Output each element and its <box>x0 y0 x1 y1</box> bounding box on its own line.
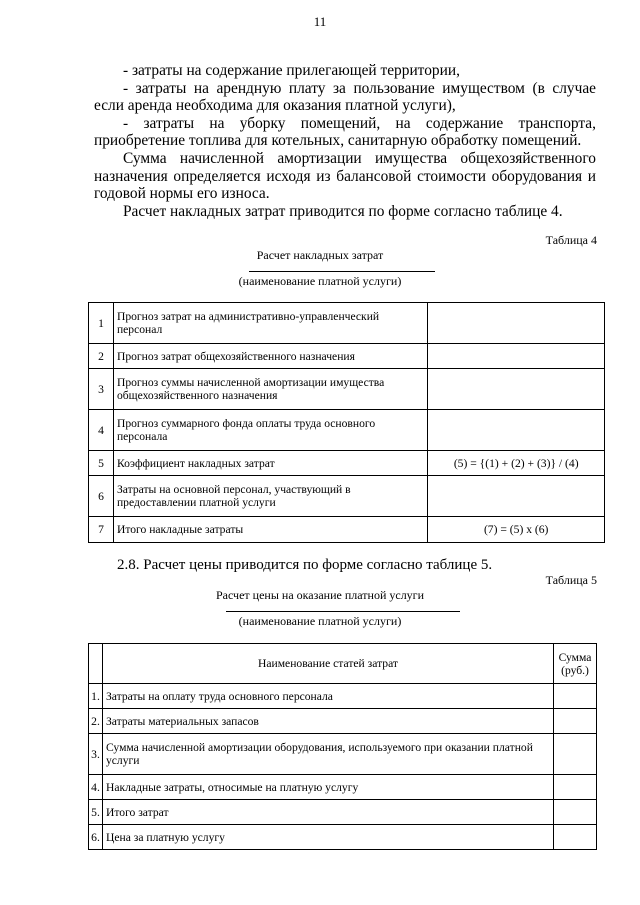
row-name: Цена за платную услугу <box>102 825 553 850</box>
table4-subtitle: (наименование платной услуги) <box>238 274 402 288</box>
table-header-row <box>89 644 597 684</box>
row-number: 4. <box>89 775 103 800</box>
header-number <box>89 644 103 684</box>
row-name: Итого накладные затраты <box>113 517 427 543</box>
row-value <box>554 800 597 825</box>
paragraph: - затраты на содержание прилегающей территории, <box>123 62 460 79</box>
table5-title: Расчет цены на оказание платной услуги <box>215 588 425 602</box>
table4-title: Расчет накладных затрат <box>256 248 384 262</box>
table-row <box>89 410 605 451</box>
table-row <box>89 517 605 543</box>
table-row <box>89 451 605 476</box>
row-name: Прогноз суммарного фонда оплаты труда основного персонала <box>113 410 427 451</box>
row-number: 3. <box>89 734 103 775</box>
row-number: 5. <box>89 800 103 825</box>
row-value <box>428 344 605 369</box>
table-row <box>89 825 597 850</box>
row-number: 1 <box>89 303 114 344</box>
row-number: 4 <box>89 410 114 451</box>
row-number: 6 <box>89 476 114 517</box>
service-name-line <box>249 271 435 272</box>
page-number: 11 <box>313 14 327 29</box>
table5-label: Таблица 5 <box>545 573 597 587</box>
row-name: Коэффициент накладных затрат <box>113 451 427 476</box>
table-row <box>89 303 605 344</box>
row-name: Сумма начисленной амортизации оборудования, используемого при оказании платной услуги <box>102 734 553 775</box>
row-name: Итого затрат <box>102 800 553 825</box>
table-row <box>89 684 597 709</box>
table4 <box>88 302 605 543</box>
row-name: Прогноз суммы начисленной амортизации имущества общехозяйственного назначения <box>113 369 427 410</box>
section-heading: 2.8. Расчет цены приводится по форме согласно таблице 5. <box>117 557 493 573</box>
row-value <box>554 734 597 775</box>
table-row <box>89 775 597 800</box>
table-row <box>89 476 605 517</box>
table4-label: Таблица 4 <box>545 233 597 247</box>
table-row <box>89 344 605 369</box>
row-number: 2. <box>89 709 103 734</box>
row-value <box>428 410 605 451</box>
header-name: Наименование статей затрат <box>102 644 553 684</box>
row-value: (5) = {(1) + (2) + (3)} / (4) <box>428 451 605 476</box>
header-sum: Сумма (руб.) <box>554 644 597 684</box>
row-number: 2 <box>89 344 114 369</box>
row-name: Затраты на основной персонал, участвующий в предоставлении платной услуги <box>113 476 427 517</box>
row-value <box>554 775 597 800</box>
row-number: 6. <box>89 825 103 850</box>
row-name: Затраты на оплату труда основного персонала <box>102 684 553 709</box>
table-row <box>89 800 597 825</box>
paragraph: Расчет накладных затрат приводится по форме согласно таблице 4. <box>123 202 563 220</box>
paragraph: Сумма начисленной амортизации имущества общехозяйственного назначения определяется исходя из балансовой стоимости оборудования и годовой нормы его износа. <box>94 149 596 203</box>
paragraph: - затраты на уборку помещений, на содержание транспорта, приобретение топлива для котельных, санитарную обработку помещений. <box>94 114 596 150</box>
table-row <box>89 734 597 775</box>
row-name: Накладные затраты, относимые на платную услугу <box>102 775 553 800</box>
body-text <box>94 62 596 220</box>
row-name: Прогноз затрат на административно-управленческий персонал <box>113 303 427 344</box>
row-value <box>554 825 597 850</box>
row-value <box>428 303 605 344</box>
row-name: Затраты материальных запасов <box>102 709 553 734</box>
table-row <box>89 709 597 734</box>
row-value <box>554 709 597 734</box>
row-number: 5 <box>89 451 114 476</box>
table-row <box>89 369 605 410</box>
paragraph: - затраты на арендную плату за пользование имуществом (в случае если аренда необходима для оказания платной услуги), <box>94 79 596 115</box>
row-number: 1. <box>89 684 103 709</box>
table5 <box>88 643 597 850</box>
service-name-line <box>226 611 460 612</box>
row-name: Прогноз затрат общехозяйственного назначения <box>113 344 427 369</box>
row-number: 3 <box>89 369 114 410</box>
row-number: 7 <box>89 517 114 543</box>
table5-subtitle: (наименование платной услуги) <box>238 614 402 628</box>
row-value <box>428 476 605 517</box>
row-value <box>428 369 605 410</box>
row-value: (7) = (5) х (6) <box>428 517 605 543</box>
row-value <box>554 684 597 709</box>
